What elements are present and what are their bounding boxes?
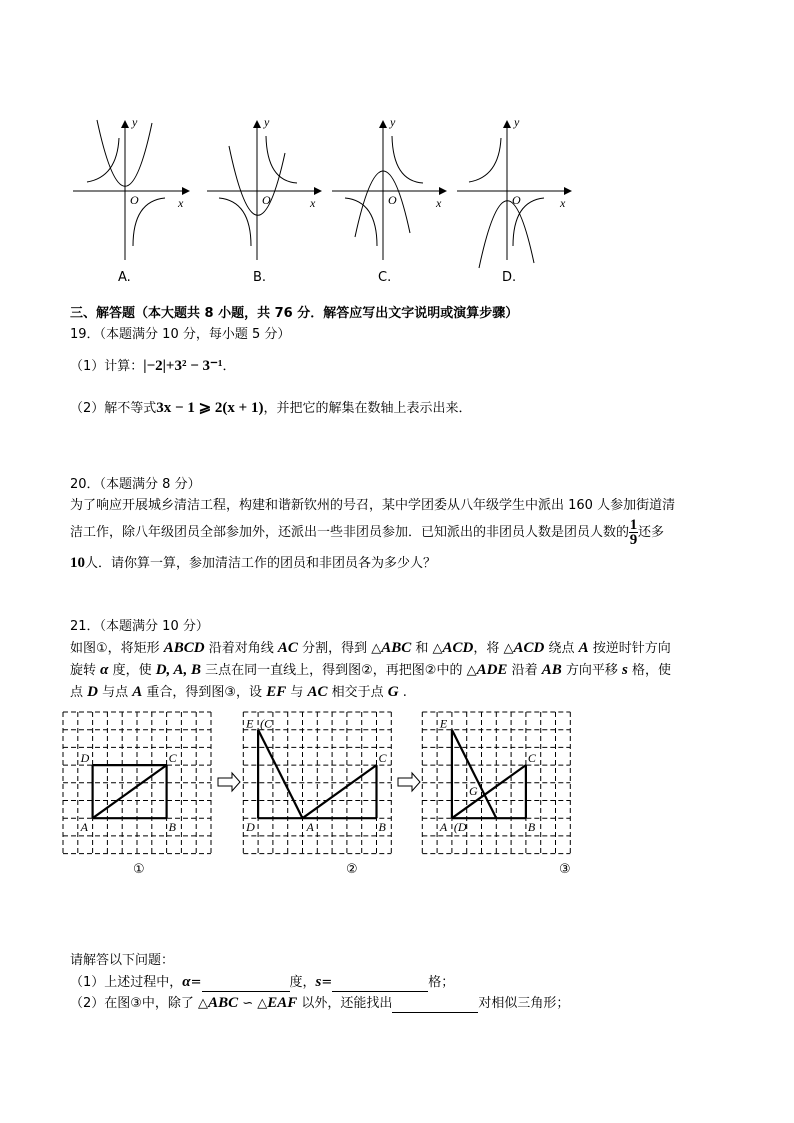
text: 点 xyxy=(70,685,88,700)
point-label: B xyxy=(527,820,536,835)
x-axis-label: x xyxy=(310,196,316,210)
point-label: B xyxy=(168,820,176,835)
math: ABC xyxy=(381,640,412,656)
q21-line1 xyxy=(70,639,671,658)
option-b-label: B. xyxy=(253,270,267,285)
q19-part1 xyxy=(70,357,235,376)
math: ACD xyxy=(442,640,474,656)
point-label: A xyxy=(80,820,88,835)
fraction xyxy=(629,518,638,547)
point-label: C xyxy=(527,751,536,766)
x-axis-label: x xyxy=(178,196,184,210)
math-expression: |−2|+3² − 3⁻¹ xyxy=(143,358,223,374)
text: 度， xyxy=(289,975,316,990)
alpha-answer-blank[interactable] xyxy=(202,977,290,992)
right-arrow-icon xyxy=(398,773,420,791)
section-heading: 三、解答题（本大题共 8 小题，共 76 分．解答应写出文字说明或演算步骤） xyxy=(70,306,519,321)
math: D, A, B xyxy=(155,662,202,678)
numerator: 1 xyxy=(629,517,638,533)
text: ，并把它的解集在数轴上表示出来． xyxy=(263,401,472,416)
math: EAF xyxy=(267,995,298,1011)
text: 相交于点 xyxy=(327,685,388,700)
point-label: E xyxy=(439,716,448,731)
text: . xyxy=(398,685,407,700)
q21-answer2 xyxy=(70,994,569,1013)
option-a-label: A. xyxy=(118,270,131,285)
option-d-label: D. xyxy=(502,270,517,285)
text: 沿着 xyxy=(507,663,542,678)
math: EF xyxy=(266,684,287,700)
math: AC xyxy=(307,684,328,700)
origin-label: O xyxy=(262,193,271,207)
q21-line2 xyxy=(70,661,671,680)
point-label: A xyxy=(306,820,314,835)
pairs-answer-blank[interactable] xyxy=(392,998,478,1013)
point-label: C xyxy=(378,751,387,766)
math: A xyxy=(132,684,143,700)
figure-segment xyxy=(93,765,167,818)
math-expression: 3x − 1 ⩾ 2(x + 1) xyxy=(156,400,264,416)
q19-part2 xyxy=(70,399,471,418)
figure3-caption: ③ xyxy=(559,862,571,877)
point-label: A xyxy=(439,820,448,835)
math: G xyxy=(387,684,399,700)
q20-header: 20．（本题满分 8 分） xyxy=(70,477,201,492)
q20-line1: 为了响应开展城乡清洁工程，构建和谐新钦州的号召，某中学团委从八年级学生中派出 160 人参加街道清 xyxy=(70,498,676,513)
text: 度，使 xyxy=(108,663,156,678)
graph-c xyxy=(332,122,445,260)
text: 重合，得到图③，设 xyxy=(142,685,267,700)
math: ABCD xyxy=(163,640,205,656)
point-label: D xyxy=(246,820,255,835)
point-label: G xyxy=(468,784,478,799)
text: 对相似三角形； xyxy=(478,996,570,1011)
text: 沿着对角线 xyxy=(204,641,278,656)
right-arrow-icon xyxy=(218,773,240,791)
origin-label: O xyxy=(388,193,397,207)
y-axis-label: y xyxy=(264,115,270,129)
text: 如图①，将矩形 xyxy=(70,641,164,656)
q19-header: 19．（本题满分 10 分，每小题 5 分） xyxy=(70,327,291,342)
alpha-symbol: α xyxy=(182,974,191,990)
x-axis-label: x xyxy=(436,196,442,210)
q20-line3 xyxy=(70,554,436,573)
text: （1）上述过程中， xyxy=(70,975,183,990)
math: ADE xyxy=(476,662,508,678)
point-label: (C xyxy=(260,716,273,731)
s-answer-blank[interactable] xyxy=(332,977,428,992)
figure-segment xyxy=(258,730,302,819)
math: α xyxy=(100,662,109,678)
text: 格； xyxy=(428,975,455,990)
option-c-label: C. xyxy=(378,270,392,285)
text: 以外，还能找出 xyxy=(297,996,393,1011)
figure2-caption: ② xyxy=(346,862,358,877)
text: ∽ △ xyxy=(238,996,268,1011)
graph-a xyxy=(73,120,188,260)
s-symbol: s xyxy=(315,974,322,990)
number: 10 xyxy=(70,555,85,571)
point-label: (D xyxy=(453,820,467,835)
text: （2）在图③中，除了 △ xyxy=(70,996,209,1011)
math: s xyxy=(621,662,628,678)
text: （2）解不等式 xyxy=(70,401,157,416)
rotation-figures xyxy=(0,700,794,890)
text: = xyxy=(190,975,202,990)
text: 洁工作，除八年级团员全部参加外，还派出一些非团员参加．已知派出的非团员人数是团员人数的 xyxy=(70,525,630,540)
origin-label: O xyxy=(512,193,521,207)
text: 三点在同一直线上，得到图②，再把图②中的 △ xyxy=(201,663,477,678)
figure-segment xyxy=(452,730,496,819)
text: 格，使 xyxy=(627,663,671,678)
math: A xyxy=(578,640,589,656)
graph-b xyxy=(207,122,320,260)
text: 方向平移 xyxy=(561,663,622,678)
figure-segment xyxy=(452,765,526,818)
point-label: B xyxy=(378,820,386,835)
figure1-caption: ① xyxy=(133,862,145,877)
text: 还多 xyxy=(638,525,665,540)
point-label: C xyxy=(168,751,177,766)
figure-segment xyxy=(303,765,377,818)
y-axis-label: y xyxy=(132,115,138,129)
x-axis-label: x xyxy=(560,196,566,210)
point-label: E xyxy=(246,716,254,731)
text: 与点 xyxy=(97,685,133,700)
math: ABC xyxy=(208,995,239,1011)
text: ，将 △ xyxy=(473,641,514,656)
text: = xyxy=(321,975,333,990)
text: 与 xyxy=(286,685,308,700)
text: 绕点 xyxy=(544,641,579,656)
text: （1）计算： xyxy=(70,359,144,374)
math: ACD xyxy=(513,640,545,656)
point-label: D xyxy=(80,751,90,766)
text: 人．请你算一算，参加清洁工作的团员和非团员各为多少人？ xyxy=(85,556,437,571)
q21-header: 21．（本题满分 10 分） xyxy=(70,619,209,634)
math: AC xyxy=(277,640,298,656)
text: 和 △ xyxy=(411,641,443,656)
y-axis-label: y xyxy=(390,115,396,129)
math: D xyxy=(87,684,98,700)
denominator: 9 xyxy=(629,532,638,548)
text: ． xyxy=(222,359,236,374)
y-axis-label: y xyxy=(514,115,520,129)
text: 按逆时针方向 xyxy=(588,641,671,656)
q20-line2 xyxy=(70,518,664,548)
q21-ask: 请解答以下问题： xyxy=(70,953,175,968)
q21-answer1 xyxy=(70,973,454,992)
text: 旋转 xyxy=(70,663,101,678)
math: AB xyxy=(541,662,562,678)
text: 分割，得到 △ xyxy=(297,641,382,656)
function-graphs xyxy=(0,0,794,300)
origin-label: O xyxy=(130,193,139,207)
